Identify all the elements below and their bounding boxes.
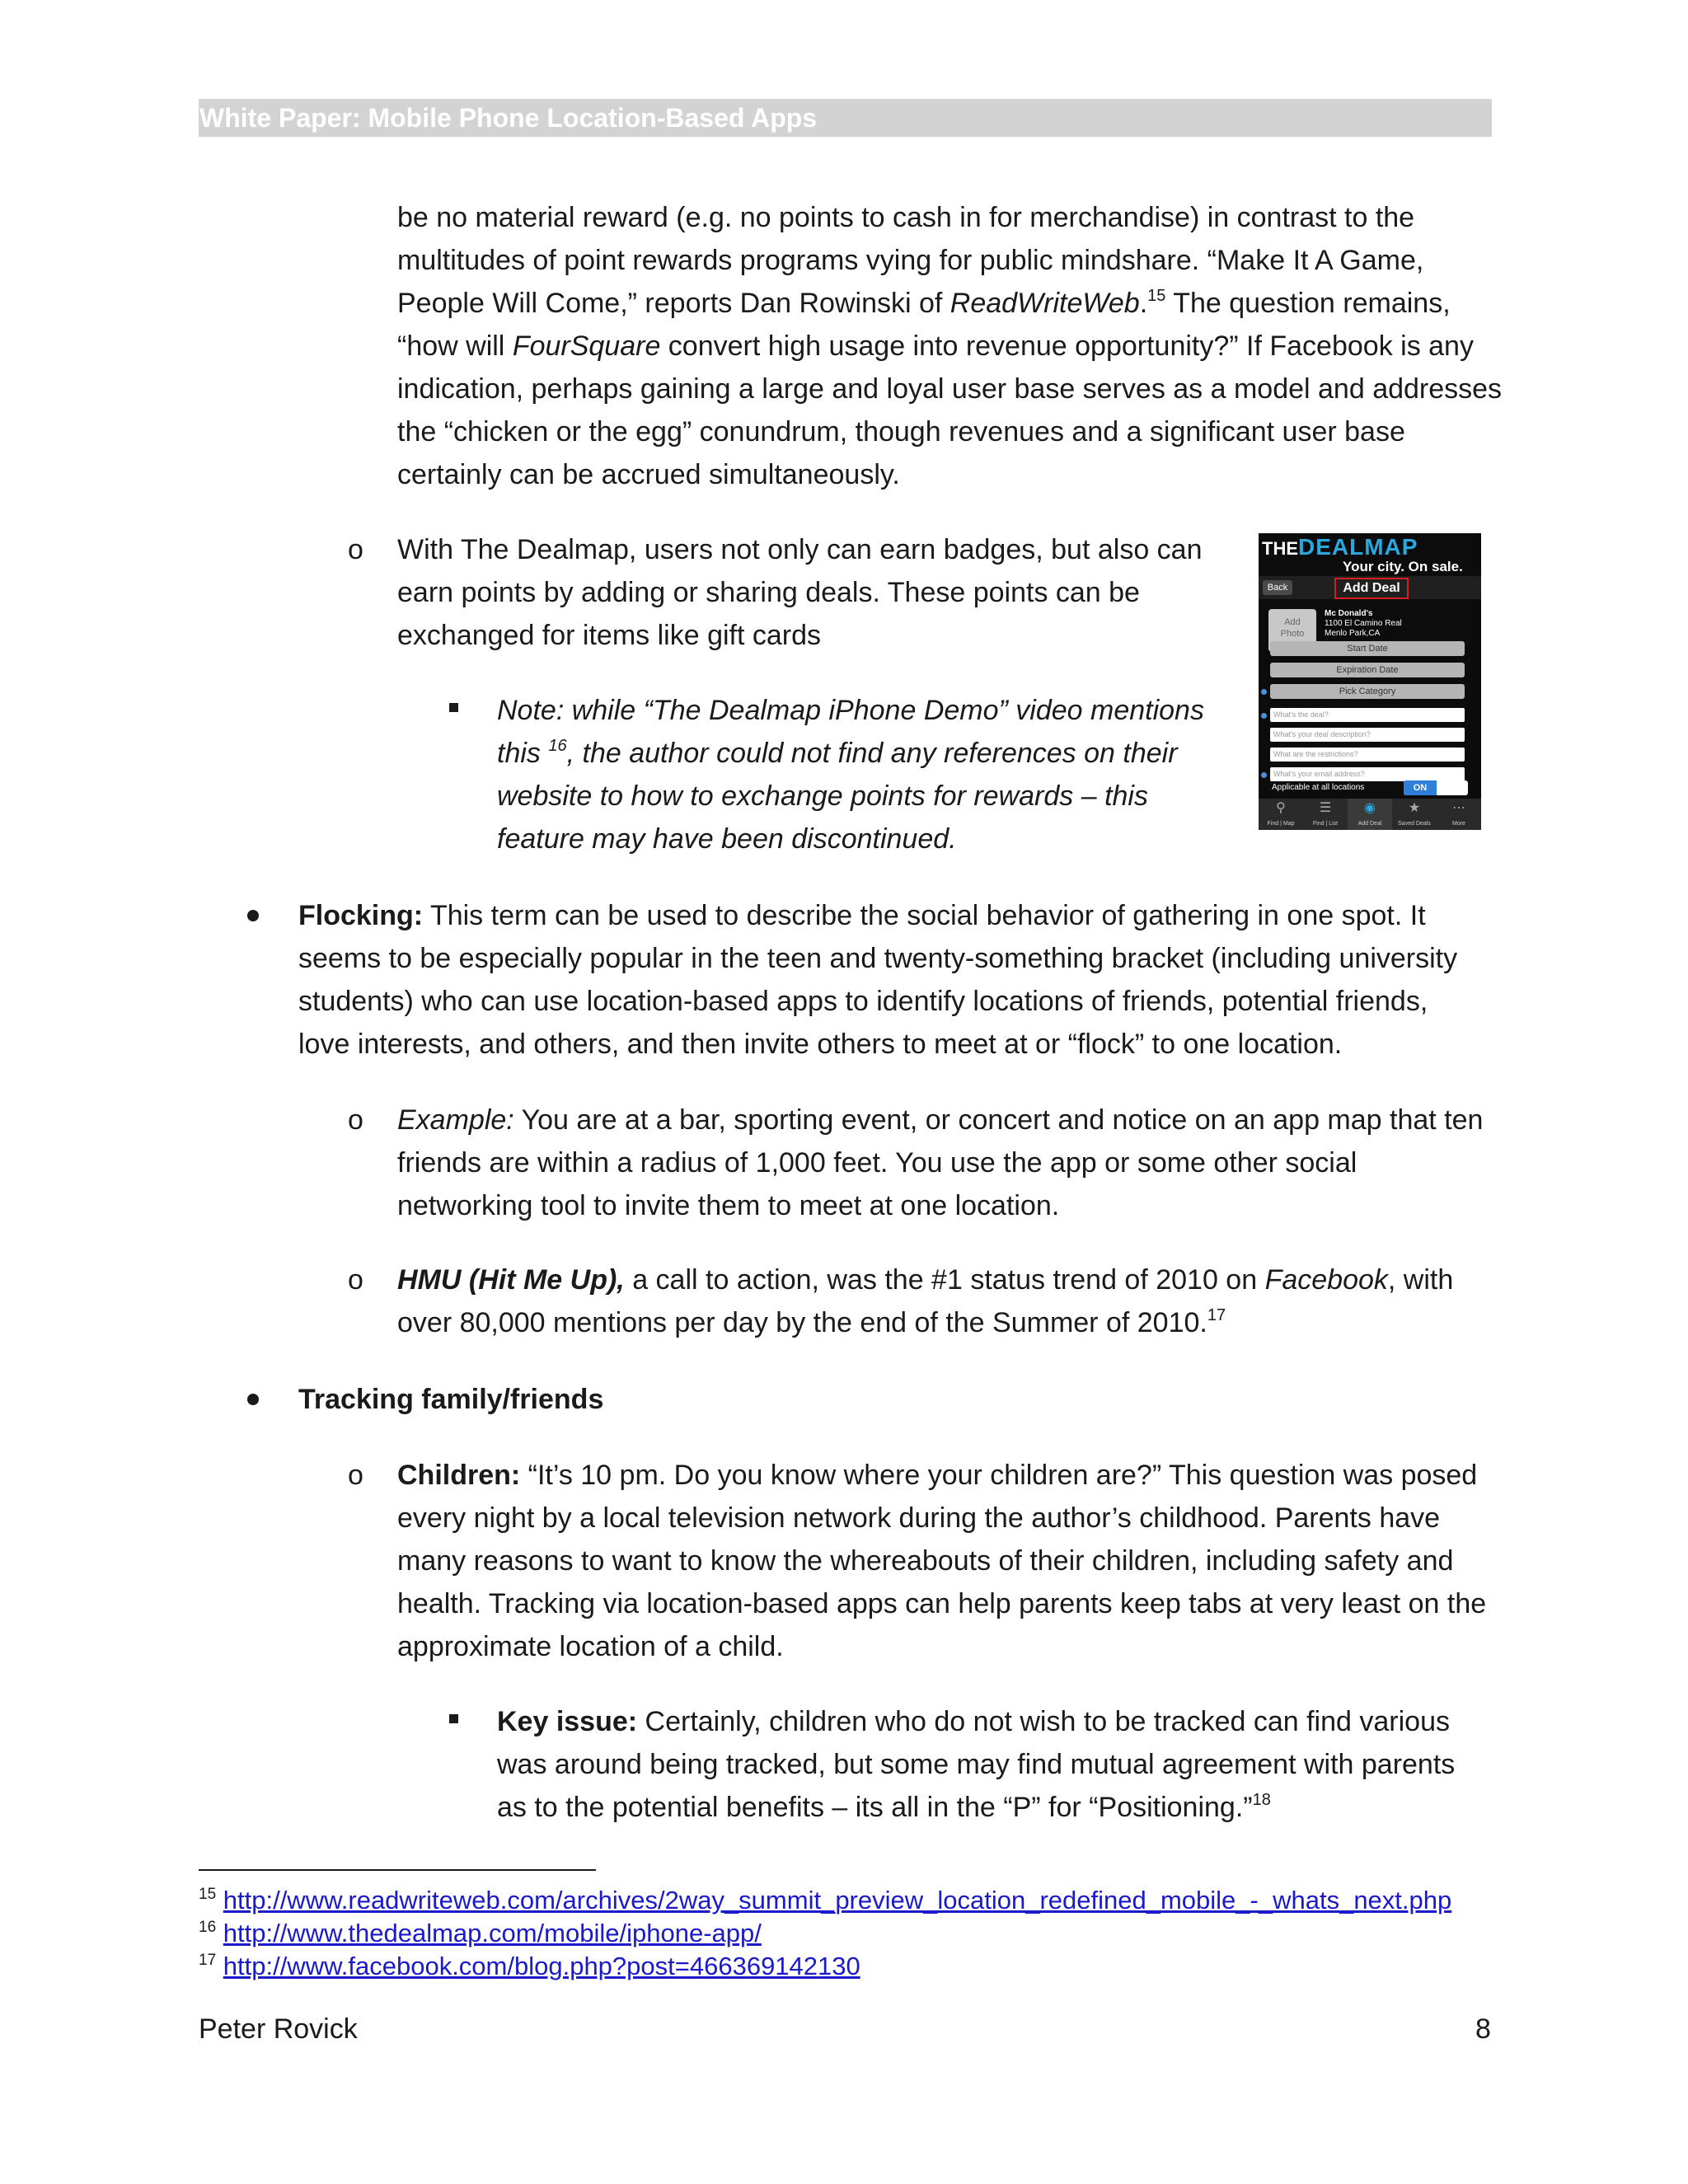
section-heading: Tracking family/friends xyxy=(298,1384,604,1415)
body-line: “how will FourSquare convert high usage into revenue opportunity?” If Facebook is any xyxy=(397,330,1474,362)
deal-address: Mc Donald's 1100 El Camino Real Menlo Park,CA xyxy=(1325,609,1402,638)
tab-find-map: ⚲ Find | Map xyxy=(1267,801,1295,827)
more-icon: ⋯ xyxy=(1452,801,1465,815)
page-number: 8 xyxy=(1475,2013,1491,2045)
body-line: exchanged for items like gift cards xyxy=(397,620,822,651)
body-line: love interests, and others, and then invite others to meet at or “flock” to one location. xyxy=(298,1029,1343,1060)
applicable-label: Applicable at all locations xyxy=(1272,783,1365,792)
body-line: over 80,000 mentions per day by the end of the Summer of 2010.17 xyxy=(397,1306,1226,1338)
deal-field: What's the deal? xyxy=(1270,708,1465,722)
body-line: students) who can use location-based apps to identify locations of friends, potential friends, xyxy=(298,986,1428,1017)
required-dot xyxy=(1261,713,1267,719)
disc-bullet xyxy=(247,1394,259,1405)
tab-saved-deals: ★ Saved Deals xyxy=(1398,801,1431,827)
hollow-bullet: o xyxy=(348,534,363,565)
search-icon: ⚲ xyxy=(1276,801,1286,815)
email-field: What's your email address? xyxy=(1270,767,1465,781)
note-line: website to how to exchange points for rewards – this xyxy=(497,780,1148,812)
note-line: this $^{16}$, the author could not find any references on their xyxy=(497,737,1178,769)
restrictions-field: What are the restrictions? xyxy=(1270,748,1465,762)
footnote-ref: 16 xyxy=(548,737,567,755)
required-dot xyxy=(1261,772,1267,778)
note-line: feature may have been discontinued. xyxy=(497,823,957,855)
body-line: as to the potential benefits – its all in the “P” for “Positioning.”$^{18}$ xyxy=(497,1791,1271,1823)
footnote: $^{17}$ http://www.facebook.com/blog.php?post=466369142130 xyxy=(199,1952,860,1980)
star-icon: ★ xyxy=(1408,801,1421,815)
body-line: Example: You are at a bar, sporting event, or concert and notice on an app map that ten xyxy=(397,1104,1484,1136)
running-header: White Paper: Mobile Phone Location-Based Apps xyxy=(199,103,818,133)
dealmap-logo: THEDEALMAP xyxy=(1262,534,1418,560)
body-line: friends are within a radius of 1,000 feet. You use the app or some other social xyxy=(397,1147,1357,1179)
hollow-bullet: o xyxy=(348,1104,363,1136)
body-line: every night by a local television network during the author’s childhood. Parents have xyxy=(397,1502,1441,1534)
body-line: With The Dealmap, users not only can earn badges, but also can xyxy=(397,534,1203,565)
body-line: seems to be especially popular in the teen and twenty-something bracket (including university xyxy=(298,943,1458,974)
tab-add-deal: ◉ Add Deal xyxy=(1348,799,1392,830)
back-button: Back xyxy=(1263,580,1292,595)
body-line: multitudes of point rewards programs vying for public mindshare. “Make It A Game, xyxy=(397,245,1424,276)
body-line: be no material reward (e.g. no points to cash in for merchandise) in contrast to the xyxy=(397,202,1415,233)
tab-more: ⋯ More xyxy=(1452,801,1465,827)
disc-bullet xyxy=(247,910,259,921)
body-line: Flocking: This term can be used to describe the social behavior of gathering in one spot. It xyxy=(298,900,1426,931)
square-bullet xyxy=(449,1714,458,1723)
hollow-bullet: o xyxy=(348,1460,363,1491)
footnote-link[interactable]: http://www.thedealmap.com/mobile/iphone-app/ xyxy=(223,1919,762,1947)
body-line: earn points by adding or sharing deals. These points can be xyxy=(397,577,1140,608)
tab-find-list: ☰ Find | List xyxy=(1312,801,1339,827)
start-date-button: Start Date xyxy=(1270,641,1465,656)
footnote: $^{15}$ http://www.readwriteweb.com/archives/2way_summit_preview_location_redefined_mobile_-_whats_next.php xyxy=(199,1886,1452,1915)
pick-category-button: Pick Category xyxy=(1270,684,1465,699)
phone-tab-bar xyxy=(1259,799,1481,830)
body-line: indication, perhaps gaining a large and loyal user base serves as a model and addresses xyxy=(397,373,1503,405)
applicable-toggle: ON xyxy=(1404,780,1468,795)
location-pin-icon: ◉ xyxy=(1364,801,1376,815)
add-deal-title: Add Deal xyxy=(1334,578,1409,599)
dealmap-screenshot xyxy=(1259,533,1481,830)
footnote-link[interactable]: http://www.facebook.com/blog.php?post=466369142130 xyxy=(223,1952,860,1980)
body-line: certainly can be accrued simultaneously. xyxy=(397,459,900,490)
body-line: People Will Come,” reports Dan Rowinski of ReadWriteWeb.$^{15}$ The question remains, xyxy=(397,287,1451,319)
body-line: the “chicken or the egg” conundrum, though revenues and a significant user base xyxy=(397,416,1405,448)
dealmap-tagline: Your city. On sale. xyxy=(1343,559,1463,574)
footnote-ref: 15 xyxy=(1147,287,1166,305)
note-line: Note: while “The Dealmap iPhone Demo” video mentions xyxy=(497,695,1204,726)
footnote-ref: 18 xyxy=(1252,1791,1271,1809)
add-photo-button: Add Photo xyxy=(1268,609,1316,652)
body-line: Key issue: Certainly, children who do not wish to be tracked can find various xyxy=(497,1706,1450,1737)
body-line: Children: “It’s 10 pm. Do you know where your children are?” This question was posed xyxy=(397,1460,1478,1491)
body-line: was around being tracked, but some may find mutual agreement with parents xyxy=(497,1749,1456,1780)
required-dot xyxy=(1261,689,1267,695)
footnote: $^{16}$ http://www.thedealmap.com/mobile/iphone-app/ xyxy=(199,1919,762,1947)
body-line: health. Tracking via location-based apps can help parents keep tabs at very least on the xyxy=(397,1588,1487,1619)
body-line: many reasons to want to know the whereabouts of their children, including safety and xyxy=(397,1545,1454,1577)
body-line: approximate location of a child. xyxy=(397,1631,784,1662)
square-bullet xyxy=(449,703,458,712)
hollow-bullet: o xyxy=(348,1264,363,1296)
body-line: HMU (Hit Me Up), a call to action, was the #1 status trend of 2010 on Facebook, with xyxy=(397,1264,1454,1296)
description-field: What's your deal description? xyxy=(1270,728,1465,742)
footnote-link[interactable]: http://www.readwriteweb.com/archives/2way_summit_preview_location_redefined_mobile_-_whats_next.php xyxy=(223,1886,1452,1915)
body-line: networking tool to invite them to meet at one location. xyxy=(397,1190,1060,1221)
footnote-ref: 17 xyxy=(1207,1306,1226,1324)
footnote-separator xyxy=(199,1869,596,1871)
footer-author: Peter Rovick xyxy=(199,2013,358,2045)
expiration-date-button: Expiration Date xyxy=(1270,663,1465,677)
list-icon: ☰ xyxy=(1319,801,1332,815)
